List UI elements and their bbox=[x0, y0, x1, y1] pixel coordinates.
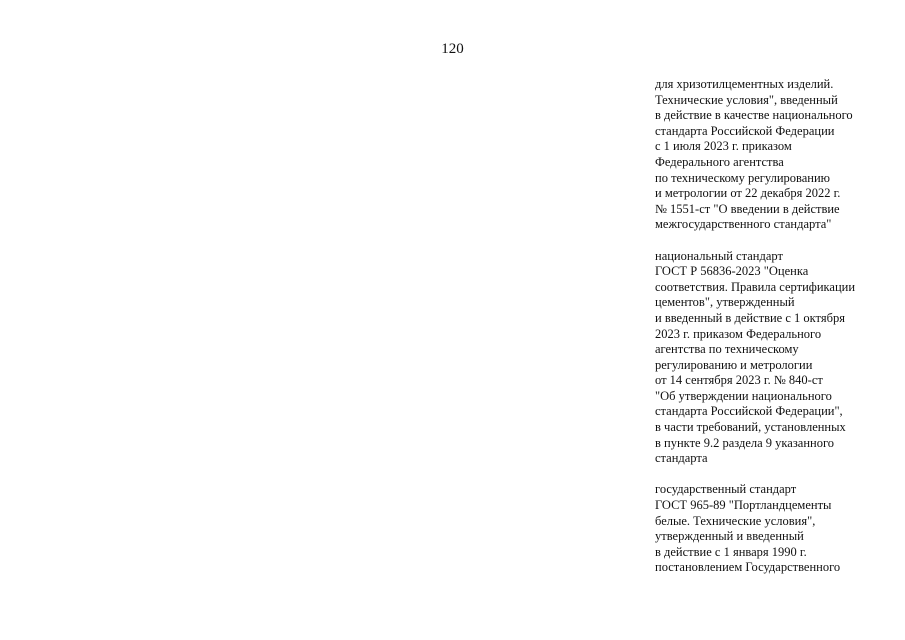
text-line: по техническому регулированию bbox=[655, 170, 831, 185]
text-line: национальный стандарт bbox=[655, 248, 783, 263]
text-line: ГОСТ Р 56836-2023 "Оценка bbox=[655, 264, 809, 279]
text-line: в действие в качестве национального bbox=[655, 108, 853, 123]
text-line: цементов", утвержденный bbox=[655, 295, 795, 310]
text-line: в пункте 9.2 раздела 9 указанного bbox=[655, 435, 835, 450]
text-line: для хризотилцементных изделий. bbox=[655, 77, 834, 91]
text-line: Технические условия", введенный bbox=[655, 92, 838, 107]
text-line: стандарта bbox=[655, 451, 708, 466]
text-block-3 bbox=[655, 482, 895, 576]
text-line: ГОСТ 965-89 "Портландцементы bbox=[655, 498, 832, 513]
text-line: и метрологии от 22 декабря 2022 г. bbox=[655, 186, 841, 201]
text-line: с 1 июля 2023 г. приказом bbox=[655, 139, 792, 154]
text-line: 2023 г. приказом Федерального bbox=[655, 326, 822, 341]
text-line: государственный стандарт bbox=[655, 482, 797, 497]
text-line: регулированию и метрологии bbox=[655, 357, 813, 372]
text-line: белые. Технические условия", bbox=[655, 513, 816, 528]
text-column bbox=[655, 77, 895, 592]
text-line: межгосударственного стандарта" bbox=[655, 217, 832, 232]
page-number: 120 bbox=[441, 41, 464, 57]
text-line: от 14 сентября 2023 г. № 840-ст bbox=[655, 373, 823, 388]
text-line: в действие с 1 января 1990 г. bbox=[655, 544, 807, 559]
text-line: стандарта Российской Федерации", bbox=[655, 404, 843, 419]
text-line: стандарта Российской Федерации bbox=[655, 123, 835, 138]
text-line: "Об утверждении национального bbox=[655, 388, 832, 403]
text-line: и введенный в действие с 1 октября bbox=[655, 310, 845, 325]
text-line: постановлением Государственного bbox=[655, 560, 841, 575]
text-line: агентства по техническому bbox=[655, 342, 799, 357]
text-line: соответствия. Правила сертификации bbox=[655, 279, 856, 294]
text-line: Федерального агентства bbox=[655, 154, 784, 169]
text-block-2 bbox=[655, 249, 895, 467]
text-line: № 1551-ст "О введении в действие bbox=[655, 201, 840, 216]
text-line: в части требований, установленных bbox=[655, 420, 846, 435]
text-block-1 bbox=[655, 77, 895, 233]
text-line: утвержденный и введенный bbox=[655, 529, 804, 544]
